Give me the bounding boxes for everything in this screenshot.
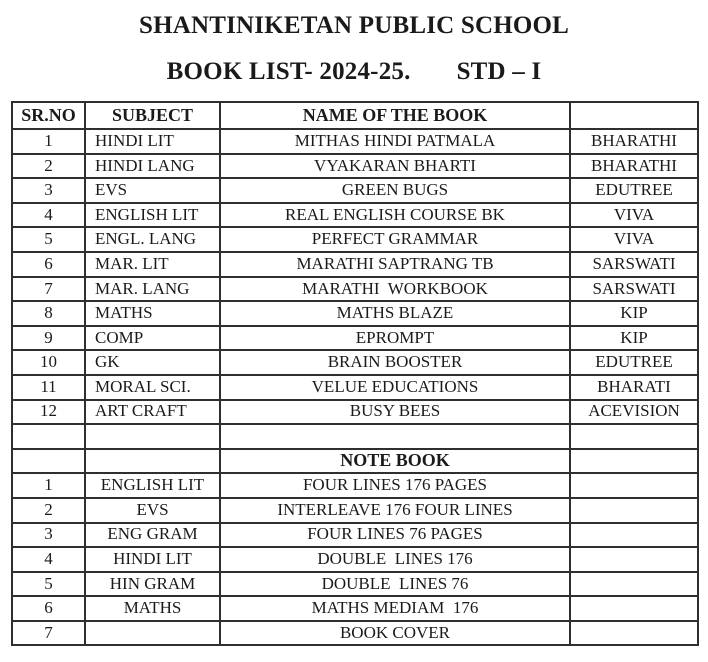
sr-cell: 5 (12, 572, 85, 597)
book-row (12, 326, 698, 351)
subject-cell: COMP (85, 326, 220, 351)
sr-cell: 8 (12, 301, 85, 326)
book-cell: MATHS MEDIAM 176 (220, 596, 570, 621)
publisher-cell: ACEVISION (570, 400, 698, 425)
sr-cell: 1 (12, 129, 85, 154)
column-header-publisher (570, 102, 698, 129)
notebook-row (12, 547, 698, 572)
sr-cell: 2 (12, 154, 85, 179)
notebook-row (12, 572, 698, 597)
sr-cell: 2 (12, 498, 85, 523)
subject-cell (85, 449, 220, 474)
book-list-table (11, 101, 699, 646)
book-row (12, 400, 698, 425)
table-header-row (12, 102, 698, 129)
publisher-cell (570, 424, 698, 449)
book-cell: BOOK COVER (220, 621, 570, 646)
book-cell: BRAIN BOOSTER (220, 350, 570, 375)
sr-cell (12, 449, 85, 474)
publisher-cell: KIP (570, 301, 698, 326)
publisher-cell: VIVA (570, 227, 698, 252)
book-cell: INTERLEAVE 176 FOUR LINES (220, 498, 570, 523)
column-header-srno: SR.NO (12, 102, 85, 129)
book-row (12, 178, 698, 203)
book-cell: MARATHI SAPTRANG TB (220, 252, 570, 277)
sr-cell: 12 (12, 400, 85, 425)
publisher-cell: VIVA (570, 203, 698, 228)
subject-cell: ENGLISH LIT (85, 203, 220, 228)
sr-cell: 4 (12, 547, 85, 572)
publisher-cell (570, 498, 698, 523)
publisher-cell: KIP (570, 326, 698, 351)
sr-cell: 9 (12, 326, 85, 351)
sr-cell: 7 (12, 277, 85, 302)
sr-cell: 7 (12, 621, 85, 646)
subject-cell: ENG GRAM (85, 523, 220, 548)
sr-cell: 10 (12, 350, 85, 375)
subject-cell: HINDI LIT (85, 129, 220, 154)
subject-cell: MATHS (85, 301, 220, 326)
publisher-cell (570, 523, 698, 548)
book-cell: FOUR LINES 176 PAGES (220, 473, 570, 498)
sr-cell: 6 (12, 252, 85, 277)
publisher-cell: BHARATHI (570, 154, 698, 179)
book-cell: MITHAS HINDI PATMALA (220, 129, 570, 154)
subject-cell: MATHS (85, 596, 220, 621)
book-cell: PERFECT GRAMMAR (220, 227, 570, 252)
std-label: STD – I (456, 57, 542, 85)
sr-cell: 4 (12, 203, 85, 228)
sr-cell: 5 (12, 227, 85, 252)
notebook-row (12, 523, 698, 548)
book-row (12, 203, 698, 228)
book-cell: DOUBLE LINES 76 (220, 572, 570, 597)
column-header-subject: SUBJECT (85, 102, 220, 129)
book-cell: REAL ENGLISH COURSE BK (220, 203, 570, 228)
publisher-cell: BHARATHI (570, 129, 698, 154)
book-cell: DOUBLE LINES 176 (220, 547, 570, 572)
book-cell (220, 424, 570, 449)
subject-cell: HINDI LANG (85, 154, 220, 179)
publisher-cell (570, 621, 698, 646)
empty-row (12, 424, 698, 449)
subject-cell: HIN GRAM (85, 572, 220, 597)
publisher-cell: EDUTREE (570, 178, 698, 203)
publisher-cell (570, 547, 698, 572)
notebook-row (12, 596, 698, 621)
sr-cell: 3 (12, 178, 85, 203)
book-row (12, 227, 698, 252)
publisher-cell: SARSWATI (570, 252, 698, 277)
publisher-cell (570, 473, 698, 498)
subject-cell: GK (85, 350, 220, 375)
note-book-title: NOTE BOOK (220, 449, 570, 474)
book-cell: EPROMPT (220, 326, 570, 351)
book-cell: MATHS BLAZE (220, 301, 570, 326)
subject-cell: ART CRAFT (85, 400, 220, 425)
notebook-row (12, 498, 698, 523)
section-title-row (12, 449, 698, 474)
book-cell: VELUE EDUCATIONS (220, 375, 570, 400)
book-row (12, 252, 698, 277)
publisher-cell: BHARATI (570, 375, 698, 400)
publisher-cell (570, 572, 698, 597)
subject-cell: MAR. LANG (85, 277, 220, 302)
sr-cell: 3 (12, 523, 85, 548)
book-row (12, 301, 698, 326)
book-cell: BUSY BEES (220, 400, 570, 425)
subject-cell: EVS (85, 178, 220, 203)
book-cell: VYAKARAN BHARTI (220, 154, 570, 179)
subject-cell: EVS (85, 498, 220, 523)
publisher-cell: SARSWATI (570, 277, 698, 302)
book-row (12, 129, 698, 154)
sr-cell (12, 424, 85, 449)
sr-cell: 1 (12, 473, 85, 498)
column-header-book-name: NAME OF THE BOOK (220, 102, 570, 129)
subject-cell: MORAL SCI. (85, 375, 220, 400)
publisher-cell (570, 596, 698, 621)
book-cell: MARATHI WORKBOOK (220, 277, 570, 302)
subject-cell (85, 621, 220, 646)
book-row (12, 350, 698, 375)
notebook-row (12, 473, 698, 498)
publisher-cell (570, 449, 698, 474)
book-cell: FOUR LINES 76 PAGES (220, 523, 570, 548)
book-list-label: BOOK LIST- 2024-25. (166, 57, 411, 85)
book-row (12, 375, 698, 400)
book-cell: GREEN BUGS (220, 178, 570, 203)
subject-cell: HINDI LIT (85, 547, 220, 572)
page-title: SHANTINIKETAN PUBLIC SCHOOL (138, 12, 570, 39)
document-subtitle (0, 58, 708, 86)
sr-cell: 11 (12, 375, 85, 400)
subject-cell: ENGLISH LIT (85, 473, 220, 498)
publisher-cell: EDUTREE (570, 350, 698, 375)
notebook-row (12, 621, 698, 646)
book-row (12, 154, 698, 179)
sr-cell: 6 (12, 596, 85, 621)
book-row (12, 277, 698, 302)
subject-cell (85, 424, 220, 449)
subject-cell: MAR. LIT (85, 252, 220, 277)
subject-cell: ENGL. LANG (85, 227, 220, 252)
